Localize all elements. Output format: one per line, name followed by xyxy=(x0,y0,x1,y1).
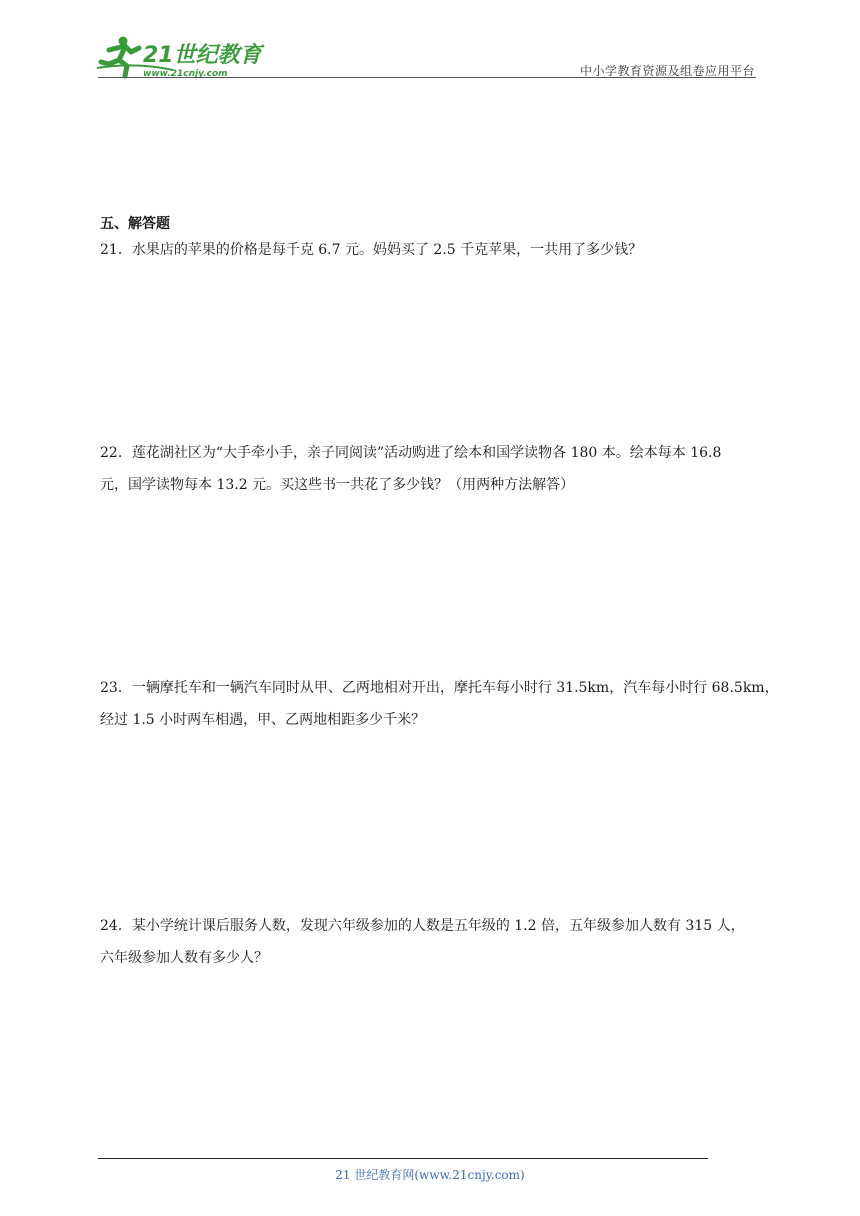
question-line: 经过 1.5 小时两车相遇，甲、乙两地相距多少千米？ xyxy=(100,712,426,728)
runner-logo-icon xyxy=(95,34,265,80)
site-logo[interactable] xyxy=(95,34,265,80)
question-23 xyxy=(100,672,780,736)
question-line: 24．某小学统计课后服务人数，发现六年级参加的人数是五年级的 1.2 倍，五年级参加人数有 315 人， xyxy=(100,918,745,934)
footer-link[interactable]: 21 世纪教育网(www.21cnjy.com) xyxy=(335,1168,525,1182)
question-line: 六年级参加人数有多少人？ xyxy=(100,950,268,966)
page-header xyxy=(0,0,860,90)
footer-divider xyxy=(98,1158,708,1159)
logo-url: www.21cnjy.com xyxy=(143,69,228,79)
logo-text: 21世纪教育 xyxy=(143,43,262,68)
question-line: 元，国学读物每本 13.2 元。买这些书一共花了多少钱？（用两种方法解答） xyxy=(100,477,575,493)
question-21 xyxy=(100,234,780,266)
header-divider xyxy=(98,77,756,78)
question-line: 21．水果店的苹果的价格是每千克 6.7 元。妈妈买了 2.5 千克苹果，一共用了多少钱？ xyxy=(100,242,643,258)
platform-label: 中小学教育资源及组卷应用平台 xyxy=(579,64,755,78)
question-22 xyxy=(100,437,780,501)
question-line: 22．莲花湖社区为“大手牵小手，亲子同阅读”活动购进了绘本和国学读物各 180 本。绘本每本 16.8 xyxy=(100,445,722,461)
section-title: 五、解答题 xyxy=(100,216,170,232)
question-24 xyxy=(100,910,780,974)
question-line: 23．一辆摩托车和一辆汽车同时从甲、乙两地相对开出，摩托车每小时行 31.5km，汽车每小时行 68.5km， xyxy=(100,680,779,696)
